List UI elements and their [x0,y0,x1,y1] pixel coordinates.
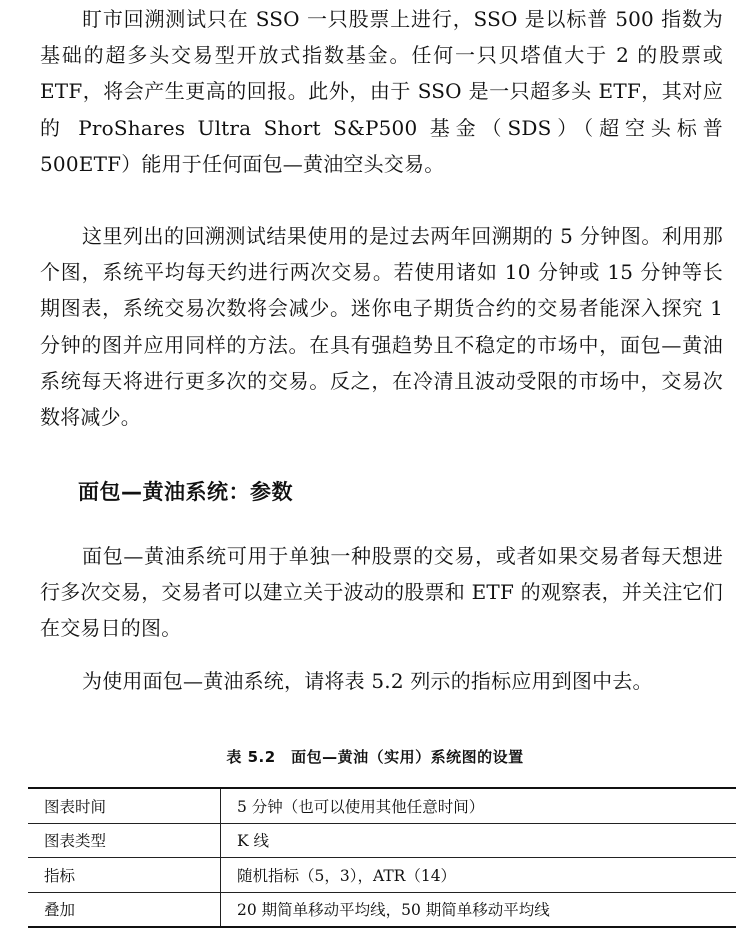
table-cell-key: 图表时间 [28,788,221,823]
body-paragraph-2: 这里列出的回溯测试结果使用的是过去两年回溯期的 5 分钟图。利用那个图，系统平均每天约进行两次交易。若使用诸如 10 分钟或 15 分钟等长期图表，系统交易次数将会减少。迷你电子期货合约的交易者能深入探究 1 分钟的图并应用同样的方法。在具有强趋势且不稳定的市场中，面包—黄油系统每天将进行更多次的交易。反之，在冷清且波动受限的市场中，交易次数将减少。 [40,224,723,430]
body-paragraph-4: 为使用面包—黄油系统，请将表 5.2 列示的指标应用到图中去。 [82,669,653,693]
chart-settings-table [28,787,736,928]
table-cell-key: 指标 [28,858,221,893]
table-row [28,858,736,893]
body-paragraph-3: 面包—黄油系统可用于单独一种股票的交易，或者如果交易者每天想进行多次交易，交易者可以建立关于波动的股票和 ETF 的观察表，并关注它们在交易日的图。 [40,544,723,641]
table-row [28,788,736,823]
table-cell-key: 叠加 [28,892,221,927]
body-paragraph-1: 盯市回溯测试只在 SSO 一只股票上进行，SSO 是以标普 500 指数为基础的超多头交易型开放式指数基金。任何一只贝塔值大于 2 的股票或 ETF，将会产生更高的回报。此外，由于 SSO 是一只超多头 ETF，其对应的 ProShares Ultra Short S&P500 基金（SDS）（超空头标普 500ETF）能用于任何面包—黄油空头交易。 [40,7,723,176]
table-cell-value: 随机指标（5，3），ATR（14） [221,858,737,893]
table-row [28,823,736,858]
table-cell-value: 5 分钟（也可以使用其他任意时间） [221,788,737,823]
table-row [28,892,736,927]
section-heading: 面包—黄油系统：参数 [78,480,293,504]
table-cell-value: K 线 [221,823,737,858]
table-cell-value: 20 期简单移动平均线，50 期简单移动平均线 [221,892,737,927]
table-caption: 表 5.2 面包—黄油（实用）系统图的设置 [226,748,524,766]
table-cell-key: 图表类型 [28,823,221,858]
